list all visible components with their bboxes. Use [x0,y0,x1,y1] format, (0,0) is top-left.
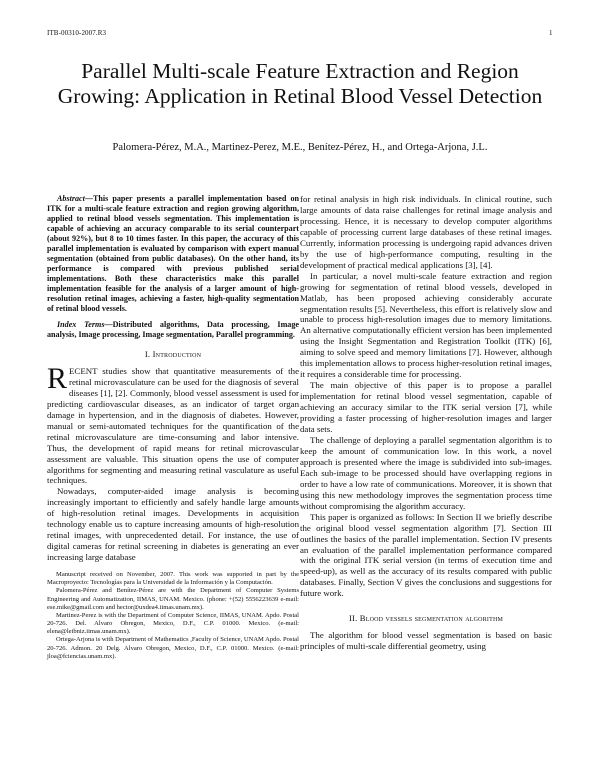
abstract [47,194,299,314]
left-column [47,194,299,661]
abstract-label: Abstract— [57,194,93,203]
intro-paragraph-4: In particular, a novel multi-scale feature extraction and region growing for segmentation of retinal blood vessels, developed in Matlab, has been proposed achieving considerably accurate segmentation results [5]. Nevertheless, this effort is relatively slow and unable to process high-resolution images due to memory limitations. An alternative computationally efficient version has been implemented using the Insight Segmentation and Registration Toolkit (ITK) [6], aiming to solve speed and memory limitations [7]. However, although this implementation allows to process higher-resolution retinal images, it requires a considerable time for processing. [300,270,552,380]
intro-paragraph-7: This paper is organized as follows: In Section II we briefly describe the original blood vessel segmentation algorithm [7]. Section III outlines the basics of the parallel implementation. Section IV presents an evaluation of the parallel implementation performance compared with the original ITK serial version (in terms of execution time and speed-up), as well as the accuracy of its results compared with public databases. Finally, Section V gives the conclusions and suggestions for future work. [300,511,552,599]
section-title: Introduction [152,349,202,359]
author-list: Palomera-Pérez, M.A., Martinez-Perez, M.E., Benítez-Pérez, H., and Ortega-Arjona, J.L. [112,142,488,153]
section-number: I. [144,349,151,359]
intro-paragraph-3: for retinal analysis in high risk individuals. In clinical routine, such large amounts of data raise challenges for retinal image analysis and processing. Hence, it is necessary to develop computer algorithms capable of processing current large databases of these retinal images. Currently, information processing is undergoing rapid advances driven by the use of high-performance computing, resulting in the development of practical medical applications [3], [4]. [300,194,552,270]
right-column [300,194,552,652]
footnote-martinez: Martinez-Perez is with the Department of Computer Science, IIMAS, UNAM. Apdo. Postal 20-726. Del. Alvaro Obregon, Mexico, D.F., C.P. 01000. Mexico. (e-mail: elena@leibniz.iimas.unam.mx). [47,611,299,636]
paper-title: Parallel Multi-scale Feature Extraction and Region Growing: Application in Retinal Blood Vessel Detection [57,59,543,108]
intro-paragraph-1-text: ECENT studies show that quantitative measurements of the retinal microvasculature can be used for the diagnosis of several diseases [1], [2]. Commonly, blood vessel assessment is used for predicting cardiovascular diseases, as an indicator of target organ damage in hypertension, and in the diagnosis of diabetes. However, manual or semi-automated techniques for the quantification of the retinal microvasculature are time-consuming and labor intensive. Thus, the development of rapid means for retinal microvascular assessment are valuable. This situation opens the use of computer algorithms for segmenting and measuring retinal vasculature as useful techniques. [47,365,299,486]
abstract-text: This paper presents a parallel implementation based on ITK for a multi-scale feature extraction and region growing algorithm, applied to retinal blood vessels segmentation. This implementation is capable of achieving an accuracy comparable to its serial counterpart (about 92%), but 8 to 10 times faster. In this paper, the accuracy of this parallel implementation is evaluated by comparison with expert manual segmentation (obtained from public databases). On the other hand, its performance is compared with previous published serial implementations. Both these characteristics make this parallel implementation feasible for the analysis of a larger amount of high-resolution retinal images, achieving a faster, high-quality segmentation of retinal blood vessels. [47,194,299,313]
section-heading-introduction [47,349,299,360]
index-terms [47,320,299,340]
footnote-manuscript: Manuscript received on November, 2007. This work was supported in part by the Macroproyecto: Tecnologías para la Universidad de la Información y la Computación. [47,571,299,587]
running-header-code: ITB-00310-2007.R3 [47,29,107,37]
intro-paragraph-2: Nowadays, computer-aided image analysis is becoming increasingly important to efficiently and safely handle large amounts of high-resolution retinal images. Developments in acquisition technology enable us to capture increasing amounts of high-resolution retinal images, with unprecedented detail. For instance, the use of digital cameras for retinal screening in diabetes is generating an ever increasing large database [47,486,299,563]
intro-paragraph-6: The challenge of deploying a parallel segmentation algorithm is to keep the amount of communication low. In this work, a novel approach is presented where the image is subdivided into sub-images. Each sub-image to be processed should have overlapping regions in order to have a low rate of communications. Moreover, it is shown that using this new methodology improves the segmentation process time without compromising the algorithm accuracy. [300,434,552,511]
page-number: 1 [549,29,553,37]
footnote-ortega: Ortega-Arjona is with Department of Mathematics ,Faculty of Science, UNAM Apdo. Postal 20-726. Admon. 20 Delg. Alvaro Obregon, Mexico, D.F., C.P. 01000. Mexico. (e-mail: jloa@fciencias.unam.mx). [47,636,299,660]
index-terms-text: Distributed algorithms, Data processing, Image analysis, Image processing, Image segmentation, Parallel programming. [47,320,299,339]
drop-cap: R [47,361,68,395]
intro-paragraph-5: The main objective of this paper is to propose a parallel implementation for retinal blood vessel segmentation, capable of achieving an accuracy similar to the ITK serial version [7], while providing a faster processing of higher-resolution images and larger data sets. [300,380,552,435]
footnotes [47,571,299,661]
footnote-palomera-benitez: Palomera-Pérez and Benítez-Pérez are with the Department of Computer Systems Engineering and Automatization, IIMAS, UNAM. Mexico. (phone: +(52) 5556223639 e-mail: ese.mike@gmail.com and hector@uxdea4.iimas.unam.mx). [47,587,299,611]
index-terms-label: Index Terms— [57,320,113,329]
section-heading-blood-vessels [300,613,552,624]
section2-paragraph-1: The algorithm for blood vessel segmentation is based on basic principles of multi-scale differential geometry, using [300,630,552,652]
section-number: II. [348,613,358,624]
intro-paragraph-1 [47,361,299,486]
section-title: Blood vessels segmentation algorithm [359,613,504,624]
